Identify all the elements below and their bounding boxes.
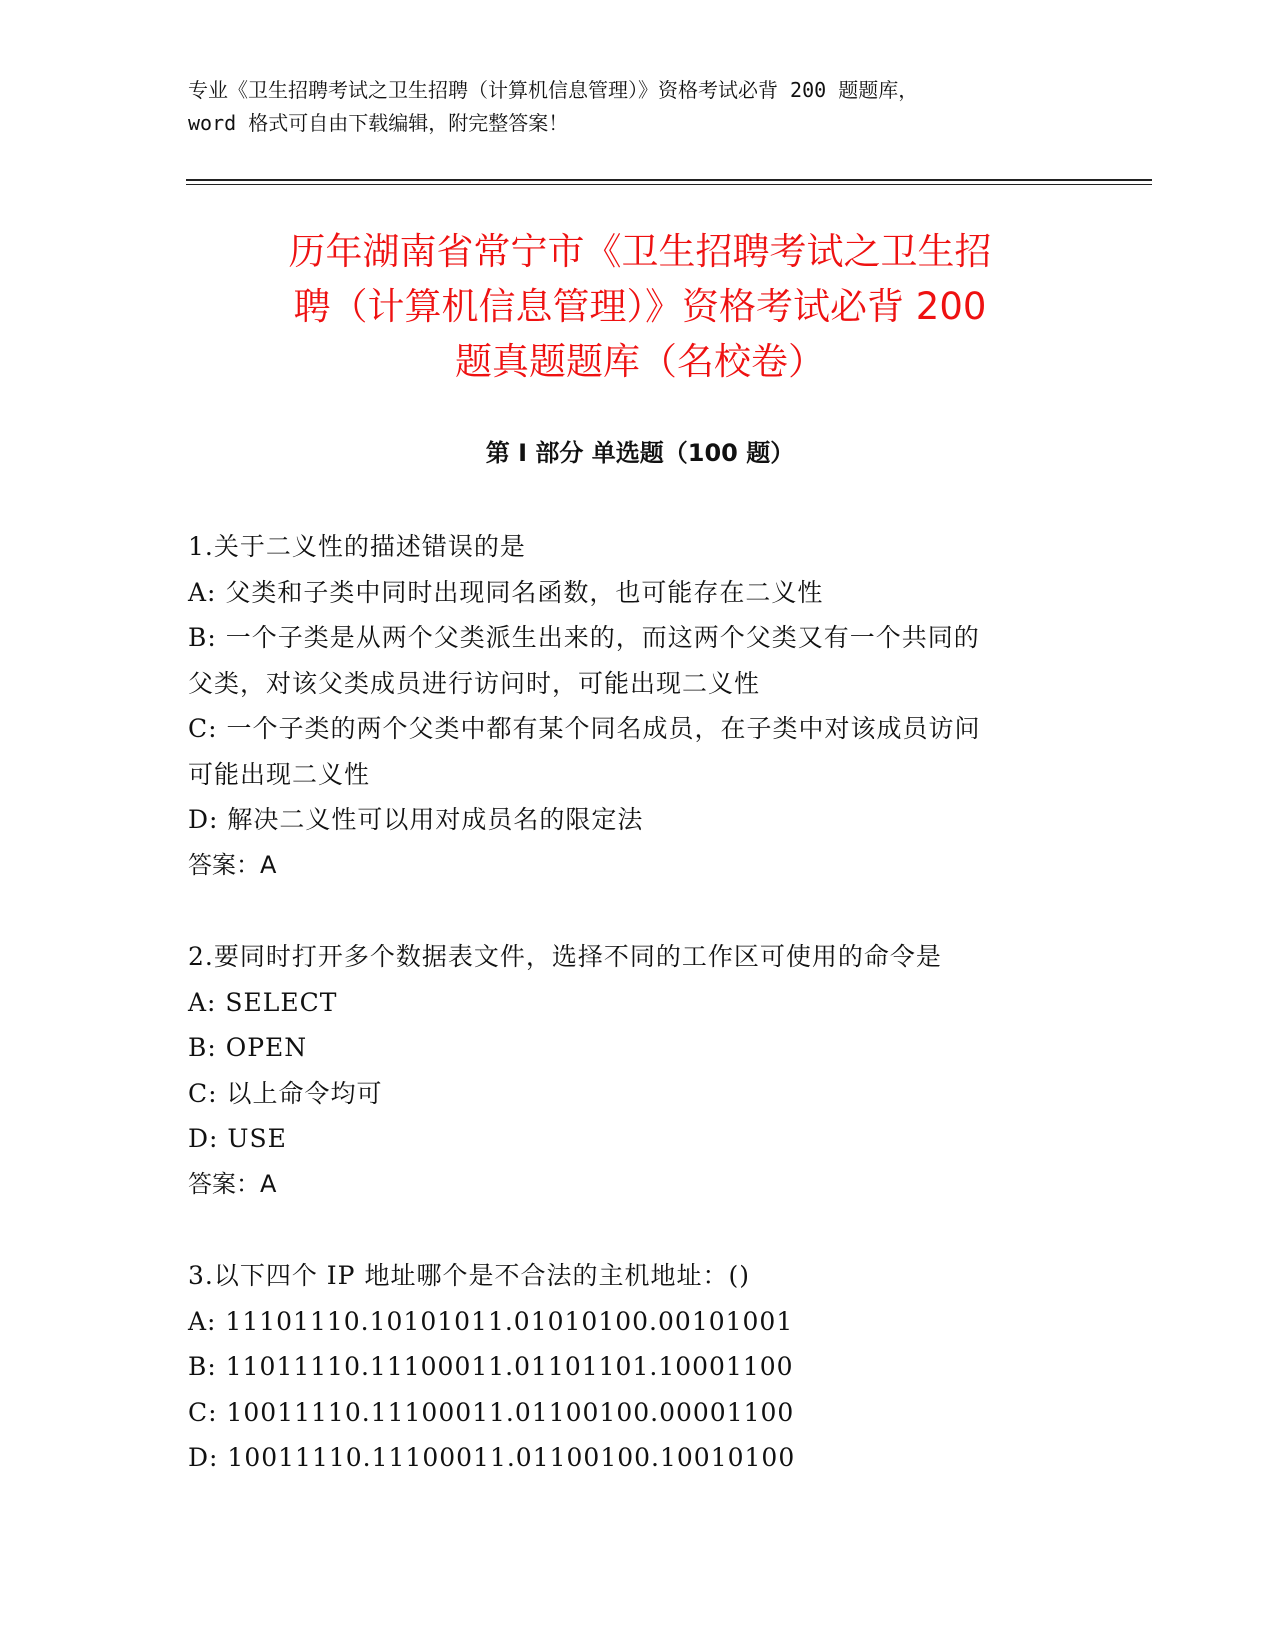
question-option: C: 10011110.11100011.01100100.00001100 [188,1397,795,1427]
title-line-1: 历年湖南省常宁市《卫生招聘考试之卫生招 [288,230,992,273]
question-option: D: USE [188,1124,287,1153]
question-option: B: OPEN [188,1033,308,1062]
question-option: A: 父类和子类中同时出现同名函数，也可能存在二义性 [188,577,824,607]
title-line-2: 聘（计算机信息管理）》资格考试必背 200 [293,285,987,328]
question-answer: 答案：A [188,1169,277,1198]
question-option-continued: 可能出现二义性 [188,759,371,789]
question-stem: 1.关于二义性的描述错误的是 [188,532,526,561]
question-1 [188,524,1088,888]
question-list [188,524,1088,1527]
header-note-line-2: word 格式可自由下载编辑，附完整答案！ [188,111,569,135]
question-stem: 3.以下四个 IP 地址哪个是不合法的主机地址：() [188,1261,750,1290]
question-option: B: 11011110.11100011.01101101.10001100 [188,1352,794,1381]
question-option: C: 一个子类的两个父类中都有某个同名成员，在子类中对该成员访问 [188,714,981,743]
header-divider-thin [186,184,1152,185]
question-stem: 2.要同时打开多个数据表文件，选择不同的工作区可使用的命令是 [188,942,942,971]
document-header-note [188,74,1088,140]
section-heading: 第 I 部分 单选题（100 题） [485,439,795,467]
question-option-continued: 父类，对该父类成员进行访问时，可能出现二义性 [188,668,761,698]
question-option: B: 一个子类是从两个父类派生出来的，而这两个父类又有一个共同的 [188,623,980,652]
question-option: D: 10011110.11100011.01100100.10010100 [188,1443,796,1472]
question-option: A: 11101110.10101011.01010100.00101001 [188,1306,794,1336]
question-answer: 答案：A [188,850,277,879]
question-3 [188,1253,1088,1481]
question-option: C: 以上命令均可 [188,1078,383,1108]
header-divider-thick [186,179,1152,181]
header-note-line-1: 专业《卫生招聘考试之卫生招聘（计算机信息管理）》资格考试必背 200 题题库， [188,78,919,102]
document-title [190,224,1090,389]
question-2 [188,934,1088,1207]
question-option: D: 解决二义性可以用对成员名的限定法 [188,805,644,834]
title-line-3: 题真题题库（名校卷） [455,340,825,383]
question-option: A: SELECT [188,987,338,1017]
